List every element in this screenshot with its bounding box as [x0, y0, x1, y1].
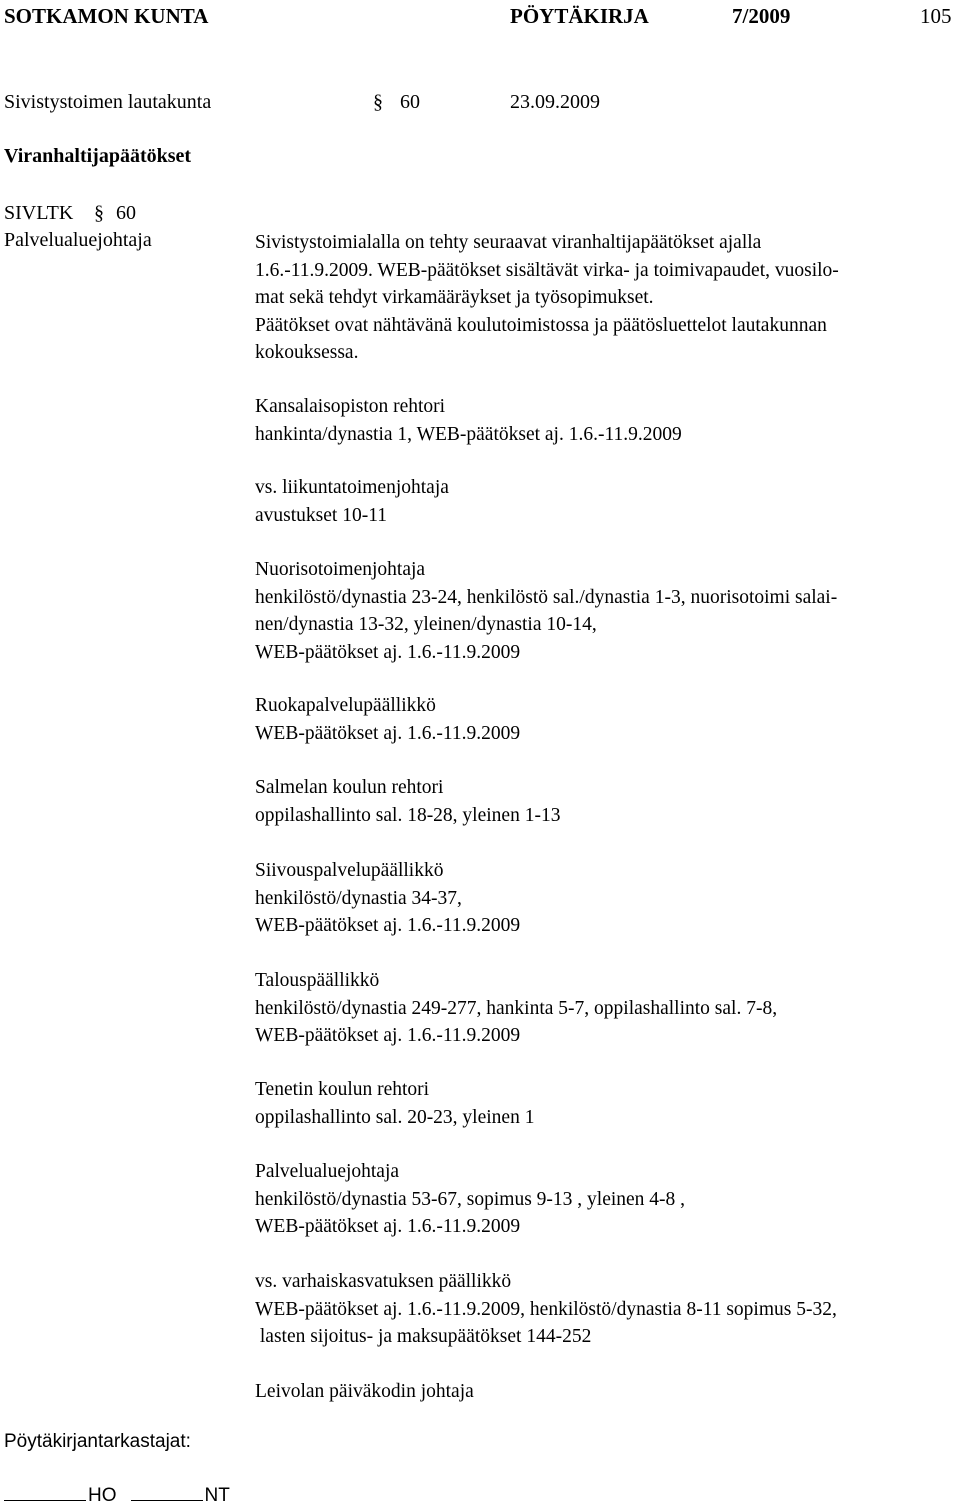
decision-title: Tenetin koulun rehtori [255, 1079, 430, 1100]
decision-title: Kansalaisopiston rehtori [255, 396, 446, 417]
signature-line-2 [131, 1482, 203, 1501]
decision-talous [255, 967, 777, 1050]
decision-palvelualue [255, 1158, 685, 1241]
decision-detail: henkilöstö/dynastia 249-277, hankinta 5-7, oppilashallinto sal. 7-8, [255, 997, 778, 1019]
decision-title: vs. liikuntatoimenjohtaja [255, 477, 449, 498]
decision-leivolan-paivakoti [255, 1378, 474, 1406]
decision-title: Salmelan koulun rehtori [255, 777, 444, 798]
meeting-board: Sivistystoimen lautakunta [4, 91, 212, 113]
decision-detail: lasten sijoitus- ja maksupäätökset 144-252 [255, 1326, 592, 1347]
decision-title: Leivolan päiväkodin johtaja [255, 1381, 474, 1402]
decision-title: vs. varhaiskasvatuksen päällikkö [255, 1271, 512, 1292]
footer-initials-1: HO [88, 1485, 117, 1506]
decision-nuorisotoimi [255, 556, 837, 666]
decision-detail: WEB-päätökset aj. 1.6.-11.9.2009 [255, 722, 521, 744]
decision-title: Talouspäällikkö [255, 970, 380, 991]
reference-preparer: Palvelualuejohtaja [4, 229, 152, 251]
intro-line: kokouksessa. [255, 342, 359, 363]
header-org: SOTKAMON KUNTA [4, 4, 209, 28]
decision-tenetin-koulu [255, 1076, 534, 1131]
decision-detail: henkilöstö/dynastia 23-24, henkilöstö sal./dynastia 1-3, nuorisotoimi salai- [255, 586, 838, 608]
decision-title: Ruokapalvelupäällikkö [255, 695, 436, 716]
decision-varhaiskasvatus [255, 1268, 837, 1351]
decision-detail: hankinta/dynastia 1, WEB-päätökset aj. 1.6.-11.9.2009 [255, 423, 682, 445]
decision-detail: oppilashallinto sal. 20-23, yleinen 1 [255, 1106, 535, 1128]
decision-detail: WEB-päätökset aj. 1.6.-11.9.2009 [255, 915, 521, 936]
intro-line: mat sekä tehdyt virkamääräykset ja työsopimukset. [255, 287, 654, 308]
header-page: 105 [920, 4, 952, 28]
intro-paragraph [255, 229, 955, 367]
decision-detail: henkilöstö/dynastia 34-37, [255, 887, 462, 909]
intro-line: 1.6.-11.9.2009. WEB-päätökset sisältävät virka- ja toimivapaudet, vuosilo- [255, 259, 839, 281]
intro-line: Sivistystoimialalla on tehty seuraavat viranhaltijapäätökset ajalla [255, 232, 762, 253]
section-title: Viranhaltijapäätökset [4, 145, 192, 167]
footer-initials-row [4, 1482, 230, 1507]
decision-detail: avustukset 10-11 [255, 504, 387, 526]
decision-ruokapalvelu [255, 692, 520, 747]
decision-kansalaisopisto [255, 393, 682, 448]
decision-title: Nuorisotoimenjohtaja [255, 559, 426, 580]
decision-detail: WEB-päätökset aj. 1.6.-11.9.2009 [255, 641, 521, 663]
decision-detail: oppilashallinto sal. 18-28, yleinen 1-13 [255, 804, 561, 826]
footer-initials-2: NT [204, 1485, 230, 1506]
decision-title: Siivouspalvelupäällikkö [255, 860, 444, 881]
meeting-section-number: 60 [400, 91, 420, 113]
decision-detail: WEB-päätökset aj. 1.6.-11.9.2009 [255, 1025, 521, 1046]
decision-salmelan-koulu [255, 774, 560, 829]
decision-title: Palvelualuejohtaja [255, 1161, 400, 1182]
reference-code: SIVLTK [4, 202, 74, 224]
decision-detail: henkilöstö/dynastia 53-67, sopimus 9-13 , yleinen 4-8 , [255, 1188, 686, 1210]
decision-siivouspalvelu [255, 857, 520, 940]
decision-detail: WEB-päätökset aj. 1.6.-11.9.2009 [255, 1216, 521, 1237]
meeting-date: 23.09.2009 [510, 91, 600, 113]
intro-line: Päätökset ovat nähtävänä koulutoimistossa ja päätösluettelot lautakunnan [255, 314, 827, 336]
reference-number: 60 [116, 202, 136, 224]
signature-line-1 [4, 1482, 86, 1501]
decision-liikuntatoimi [255, 474, 449, 529]
decision-detail: WEB-päätökset aj. 1.6.-11.9.2009, henkilöstö/dynastia 8-11 sopimus 5-32, [255, 1298, 837, 1320]
header-number: 7/2009 [732, 4, 791, 28]
footer-label: Pöytäkirjantarkastajat: [4, 1431, 191, 1452]
header-doc-type: PÖYTÄKIRJA [510, 4, 649, 28]
meeting-section-mark: § [373, 91, 383, 113]
decision-detail: nen/dynastia 13-32, yleinen/dynastia 10-14, [255, 614, 597, 635]
reference-section-mark: § [94, 202, 104, 224]
